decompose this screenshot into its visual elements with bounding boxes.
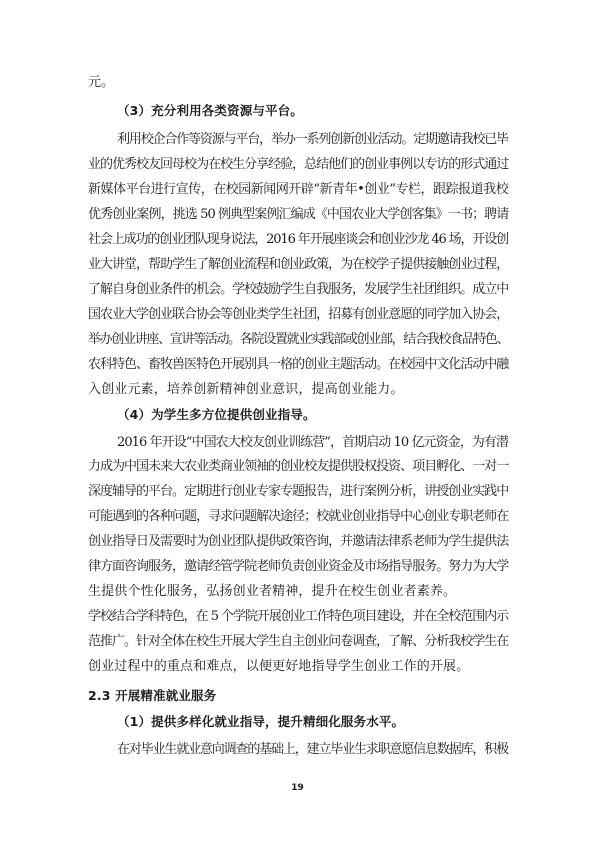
text-line: 优秀创业案例，挑选 50 例典型案例汇编成《中国农业大学创客集》一书；聘请 [88, 207, 509, 222]
text-line: 在对毕业生就业意向调查的基础上，建立毕业生求职意愿信息数据库，积极 [117, 742, 508, 757]
text-line: 元。 [88, 75, 115, 90]
text-line: 律方面咨询服务，邀请经管学院老师负责创业资金及市场指导服务。努力为大学 [88, 559, 509, 574]
text-line: 2016 年开设“中国农大校友创业训练营”，首期启动 10 亿元资金，为有潜 [117, 435, 509, 450]
text-line: 创业过程中的重点和难点，以便更好地指导学生创业工作的开展。 [88, 659, 470, 674]
page-number: 19 [291, 783, 304, 793]
text-line: 新媒体平台进行宣传，在校园新闻网开辟“新青年•创业”专栏，跟踪报道我校 [88, 182, 509, 197]
text-line: 社会上成功的创业团队现身说法，2016 年开展座谈会和创业沙龙 46 场，开设创 [88, 232, 509, 247]
subsection-heading: （4）为学生多方位提供创业指导。 [117, 407, 316, 422]
text-line: 业大讲堂，帮助学生了解创业流程和创业政策，为在校学子提供接触创业过程， [88, 257, 509, 272]
text-line: 国农业大学创业联合协会等创业类学生社团，招募有创业意愿的同学加入协会， [88, 307, 509, 322]
text-line: 举办创业讲座、宣讲等活动。各院设置就业实践部或创业部，结合我校食品特色、 [88, 332, 509, 347]
text-line: 了解自身创业条件的机会。学校鼓励学生自我服务，发展学生社团组织。成立中 [88, 282, 509, 297]
text-line: 力成为中国未来大农业类商业领袖的创业校友提供股权投资、项目孵化、一对一 [88, 459, 509, 474]
subsection-heading: （1）提供多样化就业指导，提升精细化服务水平。 [117, 714, 405, 729]
text-line: 可能遇到的各种问题，寻求问题解决途径；校就业创业指导中心创业专职老师在 [88, 509, 509, 524]
text-line: 农科特色、畜牧兽医特色开展别具一格的创业主题活动。在校园中文化活动中融 [88, 357, 509, 372]
section-heading: 2.3 开展精准就业服务 [88, 688, 217, 703]
text-line: 利用校企合作等资源与平台，举办一系列创新创业活动。定期邀请我校已毕 [117, 132, 508, 147]
subsection-heading: （3）充分利用各类资源与平台。 [117, 103, 303, 118]
text-line: 学校结合学科特色，在 5 个学院开展创业工作特色项目建设，并在全校范围内示 [88, 609, 509, 624]
text-line: 生提供个性化服务，弘扬创业者精神，提升在校生创业者素养。 [88, 584, 457, 599]
text-line: 业的优秀校友回母校为在校生分享经验，总结他们的创业事例以专访的形式通过 [88, 157, 509, 172]
text-line: 深度辅导的平台。定期进行创业专家专题报告，进行案例分析，讲授创业实践中 [88, 484, 509, 499]
text-line: 范推广。针对全体在校生开展大学生自主创业问卷调查，了解、分析我校学生在 [88, 634, 509, 649]
text-line: 入创业元素，培养创新精神创业意识，提高创业能力。 [88, 382, 404, 397]
text-line: 创业指导日及需要时为创业团队提供政策咨询，并邀请法律系老师为学生提供法 [88, 534, 509, 549]
